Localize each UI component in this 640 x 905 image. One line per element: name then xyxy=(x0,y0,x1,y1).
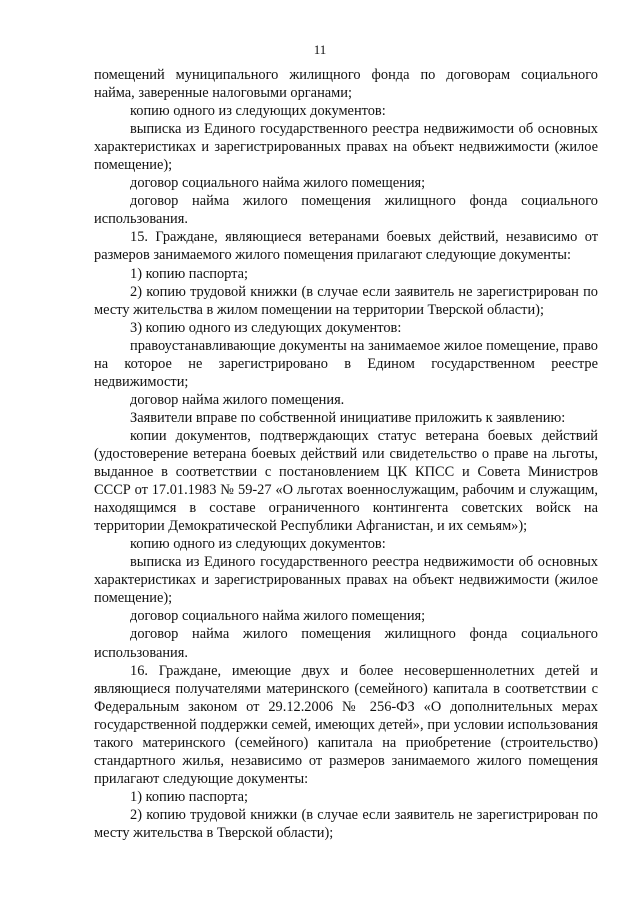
paragraph: копию одного из следующих документов: xyxy=(130,536,386,553)
paragraph: договор найма жилого помещения жилищного фонда социального использования. xyxy=(94,626,598,661)
paragraph: 2) копию трудовой книжки (в случае если заявитель не зарегистрирован по месту жительства в жилом помещении на территории Тверской области); xyxy=(94,283,598,318)
paragraph: копии документов, подтверждающих статус ветерана боевых действий (удостоверение ветерана боевых действий или свидетельство о праве на льготы, выданное в соответствии с постановлением ЦК КПСС и Совета Министров СССР от 17.01.1983 № 59-27 «О льготах военнослужащим, рабочим и служащим, находящимся в составе ограниченного контингента советских войск на территории Демократической Республики Афганистан, и их семьям»); xyxy=(94,427,598,535)
paragraph: выписка из Единого государственного реестра недвижимости об основных характеристиках и зарегистрированных правах на объект недвижимости (жилое помещение); xyxy=(94,554,598,607)
paragraph: договор социального найма жилого помещения; xyxy=(130,608,426,625)
paragraph: правоустанавливающие документы на занимаемое жилое помещение, право на которое не зарегистрировано в Едином государственном реестре недвижимости; xyxy=(94,337,598,390)
paragraph: договор найма жилого помещения жилищного фонда социального использования. xyxy=(94,193,598,228)
paragraph: копию одного из следующих документов: xyxy=(130,103,386,120)
paragraph: выписка из Единого государственного реестра недвижимости об основных характеристиках и зарегистрированных правах на объект недвижимости (жилое помещение); xyxy=(94,121,598,174)
page-number: 11 xyxy=(313,42,327,57)
paragraph: Заявители вправе по собственной инициативе приложить к заявлению: xyxy=(130,409,566,426)
paragraph: 2) копию трудовой книжки (в случае если заявитель не зарегистрирован по месту жительства в Тверской области); xyxy=(94,806,598,841)
paragraph: договор социального найма жилого помещения; xyxy=(130,175,426,192)
paragraph: 16. Граждане, имеющие двух и более несовершеннолетних детей и являющиеся получателями материнского (семейного) капитала в соответствии с Федеральным законом от 29.12.2006 № 256-ФЗ «О дополнительных мерах государственной поддержки семей, имеющих детей», при условии использования такого материнского (семейного) капитала на приобретение (строительство) стандартного жилья, независимо от размеров занимаемого жилого помещения прилагают следующие документы: xyxy=(94,662,598,787)
paragraph: 15. Граждане, являющиеся ветеранами боевых действий, независимо от размеров занимаемого жилого помещения прилагают следующие документы: xyxy=(94,229,598,264)
paragraph: договор найма жилого помещения. xyxy=(130,391,345,408)
paragraph: 3) копию одного из следующих документов: xyxy=(130,319,402,336)
paragraph: 1) копию паспорта; xyxy=(130,265,249,282)
paragraph: помещений муниципального жилищного фонда по договорам социального найма, заверенные налоговыми органами; xyxy=(94,67,598,102)
document-body xyxy=(94,66,598,842)
paragraph: 1) копию паспорта; xyxy=(130,788,249,805)
